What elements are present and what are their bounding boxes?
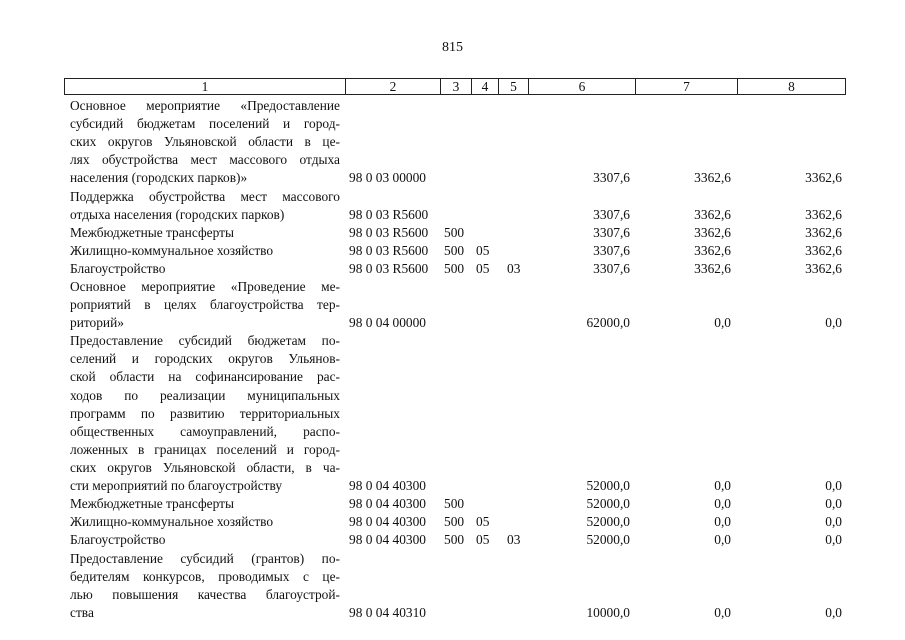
- row-value-2021: 3362,6: [805, 224, 842, 240]
- row-name-line: Основное мероприятие «Проведение ме-: [70, 279, 340, 294]
- row-value-2020: 3362,6: [694, 170, 731, 186]
- row-name-line: ских округов Ульяновской области, в ча-: [70, 459, 340, 475]
- row-name: [70, 495, 340, 513]
- row-value-2020: 0,0: [714, 496, 731, 512]
- row-name-line: Благоустройство: [70, 260, 166, 276]
- row-value-2020: 3362,6: [694, 260, 731, 276]
- row-value-2019: 52000,0: [586, 478, 630, 494]
- row-name: [70, 513, 340, 531]
- row-name-line: Жилищно-коммунальное хозяйство: [70, 242, 274, 258]
- row-name: [70, 260, 340, 278]
- row-name-line: населения (городских парков)»: [70, 170, 248, 186]
- row-value-2020: 3362,6: [694, 242, 731, 258]
- row-col-5: 03: [507, 260, 521, 276]
- row-code: 98 0 03 00000: [349, 170, 426, 186]
- row-code: 98 0 03 R5600: [349, 206, 429, 222]
- row-col-3: 500: [444, 496, 465, 512]
- row-name-line: бедителям конкурсов, проводимых с це-: [70, 568, 340, 584]
- row-col-3: 500: [444, 242, 465, 258]
- row-code: 98 0 03 R5600: [349, 260, 429, 276]
- row-value-2019: 52000,0: [586, 532, 630, 548]
- row-code: 98 0 03 R5600: [349, 224, 429, 240]
- row-name-line: лях обустройства мест массового отдыха: [70, 152, 340, 168]
- row-value-2021: 3362,6: [805, 260, 842, 276]
- row-col-4: 05: [476, 514, 490, 530]
- row-name: [70, 188, 340, 224]
- row-name: [70, 97, 340, 187]
- row-code: 98 0 03 R5600: [349, 242, 429, 258]
- row-value-2020: 0,0: [714, 532, 731, 548]
- row-value-2019: 62000,0: [586, 315, 630, 331]
- row-name: [70, 278, 340, 332]
- row-name: [70, 531, 340, 549]
- page-number: 815: [442, 40, 463, 55]
- row-name-line: субсидий бюджетам поселений и город-: [70, 116, 340, 132]
- row-value-2020: 3362,6: [694, 224, 731, 240]
- row-value-2020: 0,0: [714, 315, 731, 331]
- row-name-line: Межбюджетные трансферты: [70, 496, 234, 512]
- row-value-2019: 10000,0: [586, 604, 630, 620]
- row-value-2019: 3307,6: [593, 206, 630, 222]
- row-value-2019: 3307,6: [593, 260, 630, 276]
- row-name-line: Поддержка обустройства мест массового: [70, 188, 340, 204]
- row-value-2021: 0,0: [825, 315, 842, 331]
- row-code: 98 0 04 40310: [349, 604, 426, 620]
- row-name: [70, 242, 340, 260]
- row-value-2021: 0,0: [825, 604, 842, 620]
- row-code: 98 0 04 00000: [349, 315, 426, 331]
- row-col-3: 500: [444, 224, 465, 240]
- row-name: [70, 332, 340, 495]
- header-col-8: 8: [737, 78, 846, 95]
- row-col-3: 500: [444, 260, 465, 276]
- row-value-2021: 0,0: [825, 496, 842, 512]
- header-col-6: 6: [528, 78, 635, 95]
- row-name-line: Основное мероприятие «Предоставление: [70, 98, 340, 113]
- row-name-line: общественных самоуправлений, распо-: [70, 423, 340, 439]
- row-value-2021: 3362,6: [805, 206, 842, 222]
- row-col-4: 05: [476, 260, 490, 276]
- row-value-2021: 0,0: [825, 532, 842, 548]
- row-name-line: ложенных в границах поселений и город-: [70, 441, 340, 457]
- row-code: 98 0 04 40300: [349, 496, 426, 512]
- row-name: [70, 550, 340, 622]
- row-name-line: риторий»: [70, 315, 124, 331]
- row-value-2020: 0,0: [714, 604, 731, 620]
- row-value-2020: 3362,6: [694, 206, 731, 222]
- row-name-line: ской области на софинансирование рас-: [70, 369, 340, 385]
- row-value-2019: 3307,6: [593, 170, 630, 186]
- row-col-4: 05: [476, 532, 490, 548]
- row-value-2021: 0,0: [825, 514, 842, 530]
- row-name-line: ских округов Ульяновской области в це-: [70, 134, 340, 150]
- header-col-2: 2: [345, 78, 440, 95]
- row-value-2020: 0,0: [714, 478, 731, 494]
- row-name: [70, 224, 340, 242]
- row-col-3: 500: [444, 514, 465, 530]
- row-value-2021: 3362,6: [805, 170, 842, 186]
- row-name-line: сти мероприятий по благоустройству: [70, 478, 283, 494]
- row-name-line: программ по развитию территориальных: [70, 405, 340, 421]
- row-value-2020: 0,0: [714, 514, 731, 530]
- row-value-2021: 0,0: [825, 478, 842, 494]
- row-name-line: селений и городских округов Ульянов-: [70, 351, 340, 367]
- row-code: 98 0 04 40300: [349, 478, 426, 494]
- row-name-line: роприятий в целях благоустройства тер-: [70, 297, 340, 313]
- row-name-line: Предоставление субсидий бюджетам по-: [70, 333, 340, 349]
- header-col-7: 7: [635, 78, 737, 95]
- row-value-2019: 52000,0: [586, 496, 630, 512]
- row-name-line: Жилищно-коммунальное хозяйство: [70, 514, 274, 530]
- header-col-1: 1: [64, 78, 345, 95]
- row-name-line: лью повышения качества благоустрой-: [70, 586, 340, 602]
- row-name-line: отдыха населения (городских парков): [70, 206, 285, 222]
- header-col-4: 4: [471, 78, 498, 95]
- row-code: 98 0 04 40300: [349, 514, 426, 530]
- row-name-line: Благоустройство: [70, 532, 166, 548]
- header-col-3: 3: [440, 78, 471, 95]
- row-value-2019: 52000,0: [586, 514, 630, 530]
- row-value-2019: 3307,6: [593, 224, 630, 240]
- row-name-line: ства: [70, 604, 94, 620]
- row-name-line: Межбюджетные трансферты: [70, 224, 234, 240]
- row-name-line: Предоставление субсидий (грантов) по-: [70, 550, 340, 566]
- row-value-2021: 3362,6: [805, 242, 842, 258]
- row-col-3: 500: [444, 532, 465, 548]
- row-name-line: ходов по реализации муниципальных: [70, 387, 340, 403]
- row-col-5: 03: [507, 532, 521, 548]
- row-col-4: 05: [476, 242, 490, 258]
- header-col-5: 5: [498, 78, 528, 95]
- row-value-2019: 3307,6: [593, 242, 630, 258]
- row-code: 98 0 04 40300: [349, 532, 426, 548]
